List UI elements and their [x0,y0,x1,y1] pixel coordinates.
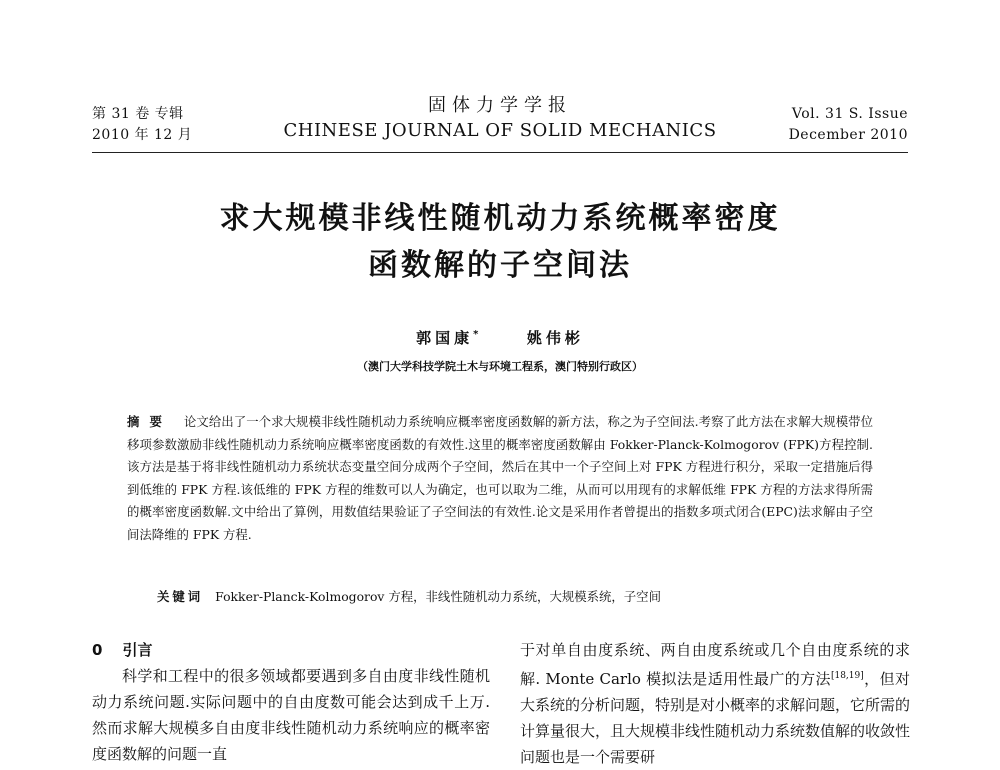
affiliation: （澳门大学科技学院土木与环境工程系，澳门特别行政区） [357,360,643,373]
citation-reference: [18,19] [830,671,864,681]
author-name: 姚伟彬 [526,329,584,347]
paper-title-line-1: 求大规模非线性随机动力系统概率密度 [219,201,781,236]
author-name: 郭国康 [416,329,474,347]
body-paragraph: 科学和工程中的很多领域都要遇到多自由度非线性随机动力系统问题.实际问题中的自由度数可能会达到成千上万.然而求解大规模多自由度非线性随机动力系统响应的概率密度函数解的问题一直 [92,667,490,763]
volume-issue: 第 31 卷 专辑 [92,106,184,122]
publication-date: 2010 年 12 月 [92,127,193,143]
body-text: 于对单自由度系统、两自由度系统或几个自由度系统的求解. Monte Carlo 模拟法是适用性最广的方法 [520,641,910,688]
section-number: 0 [92,641,103,659]
keywords-text: Fokker-Planck-Kolmogorov 方程，非线性随机动力系统，大规模系统，子空间 [215,589,661,604]
abstract [127,411,873,546]
volume-info [92,104,192,146]
volume-issue-en: Vol. 31 S. Issue [791,106,908,122]
abstract-text: 论文给出了一个求大规模非线性随机动力系统响应概率密度函数解的新方法，称之为子空间法.考察了此方法在求解大规模带位移项参数激励非线性随机动力系统响应概率密度函数的有效性.这里的概率密度函数解由 Fokker-Planck-Kolmogorov (FPK)方程控制.该方法是基于将非线性随机动力系统状态变量空间分成两个子空间，然后在其中一个子空间上对 FPK 方程进行积分，采取一定措施后得到低维的 FPK 方程.该低维的 FPK 方程的维数可以人为确定，也可以取为二维，从而可以用现有的求解低维 FPK 方程的方法求得所需的概率密度函数解.文中给出了算例，用数值结果验证了子空间法的有效性.论文是采用作者曾提出的指数多项式闭合(EPC)法求解由子空间法降维的 FPK 方程. [127,414,873,542]
author-list [100,327,900,348]
header-rule [92,152,908,153]
section-heading [92,637,490,663]
keywords [157,586,873,608]
journal-name [240,94,760,144]
body-column-left [92,637,490,767]
keywords-label: 关键词 [157,589,204,604]
publication-date-en: December 2010 [788,127,908,143]
body-column-right [520,637,910,770]
abstract-label: 摘要 [127,414,172,429]
section-title: 引言 [122,641,153,659]
corresponding-author-mark: * [473,329,483,340]
journal-name-cn: 固体力学学报 [428,95,572,116]
paper-title [100,195,900,289]
journal-name-en: CHINESE JOURNAL OF SOLID MECHANICS [283,120,717,141]
body-text: ，但对大系统的分析问题，特别是对小概率的求解问题，它所需的计算量很大，且大规模非线性随机动力系统数值解的收敛性问题也是一个需要研 [520,670,911,766]
volume-info-en [789,104,908,146]
paper-title-line-2: 函数解的子空间法 [368,248,632,283]
